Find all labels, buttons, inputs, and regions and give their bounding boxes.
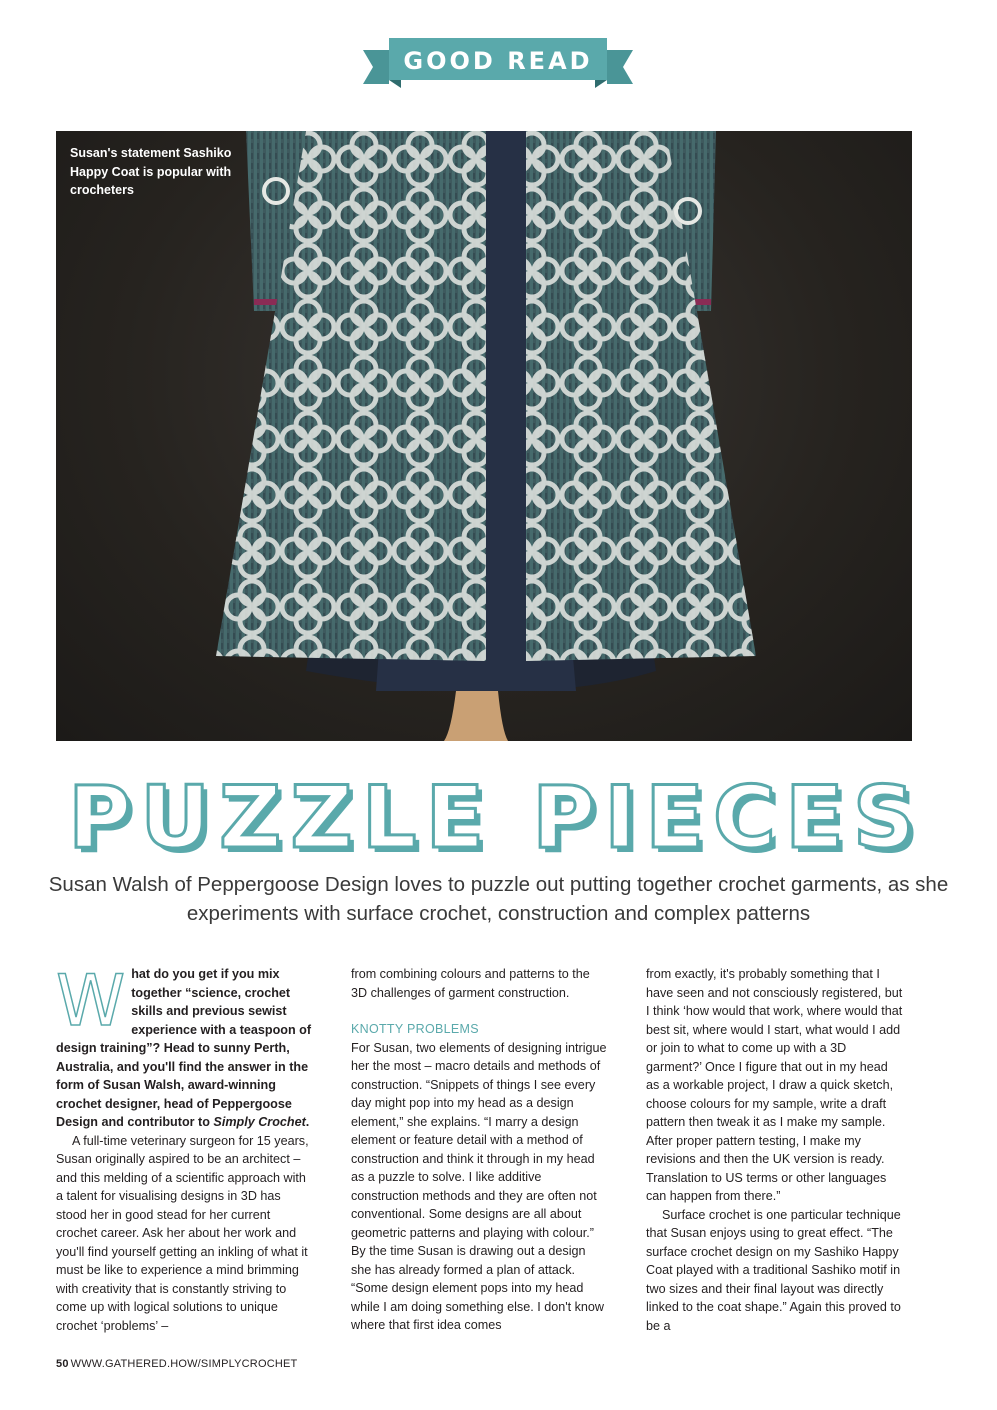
article-paragraph: For Susan, two elements of designing intrigue her the most – macro details and methods of construction. “Snippets of things I see every day might pop into my head as a design element,” she explains. “I marry a design element or feature detail with a method of construction and think it through in my head as a puzzle to solve. I like additive construction methods and they are often not conventional. Some designs are all about geometric patterns and playing with colour.” By the time Susan is drawing out a design she has already formed a plan of attack. “Some design element pops into my head while I am doing something else. I don't know where that first idea comes [351,1040,607,1332]
photo-caption: Susan's statement Sashiko Happy Coat is popular with crocheters [70,146,232,197]
article-standfirst: Susan Walsh of Peppergoose Design loves to puzzle out putting together crochet garments, as she experiments with surface crochet, construction and complex patterns [48,873,949,925]
article-headline: PUZZLE PIECES [68,768,924,868]
article-paragraph: Surface crochet is one particular technique that Susan enjoys using to great effect. “The surface crochet design on my Sashiko Happy Coat played with a traditional Sashiko motif in two sizes and their final layout was directly linked to the coat shape.” Again this proved to be a [646,1207,901,1333]
article-column-1 [56,960,314,1335]
article-column-3 [646,965,904,1335]
footer-url[interactable]: WWW.GATHERED.HOW/SIMPLYCROCHET [70,1358,298,1370]
article-paragraph: from exactly, it's probably something that I have seen and not consciously registered, but I think ‘how would that work, where would that best sit, where would I start, what would I add or join to what to come up with a 3D garment?’ Once I figure that out in my head as a workable project, I draw a quick sketch, choose colours for my sample, write a draft pattern then tweak it as I make my sample. After proper pattern testing, I make my revisions and then the UK version is ready. Translation to US terms or other languages can happen from there.” [646,967,903,1203]
article-subhead: KNOTTY PROBLEMS [351,1022,479,1036]
hero-photo [56,131,912,741]
article-paragraph: from combining colours and patterns to the 3D challenges of garment construction. [351,967,590,1000]
section-label: GOOD READ [403,47,593,75]
article-paragraph: A full-time veterinary surgeon for 15 years, Susan originally aspired to be an architect – and this melding of a scientific approach with a talent for visualising designs in 3D has stood her in good stead for her current crochet career. Ask her about her work and you'll find yourself getting an inkling of what it must be like to experience a mind brimming with creativity that is constantly striving to come up with logical solutions to unique crochet ‘problems’ – [56,1133,309,1333]
article-column-2 [351,965,609,1335]
page-footer [56,1358,297,1370]
crochet-coat-photo-icon [56,131,912,741]
article-lead: hat do you get if you mix together “science, crochet skills and previous sewist experience with a teaspoon of design training”? Head to sunny Perth, Australia, and you'll find the answer in the form of Susan Walsh, award-winning crochet designer, head of Peppergoose Design and contributor to Simply Crochet. [56,967,312,1129]
page-number: 50 [56,1358,69,1370]
section-banner [363,34,633,92]
magazine-title: Simply Crochet [213,1115,306,1129]
drop-cap: W [56,960,126,1042]
